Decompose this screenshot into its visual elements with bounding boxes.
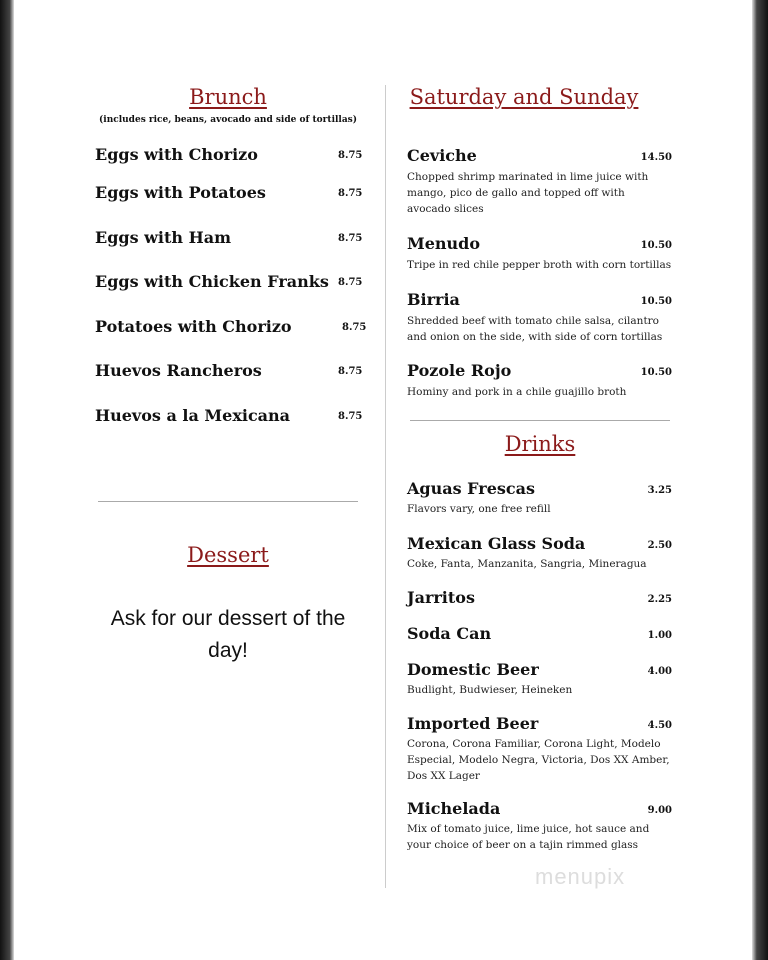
item-name: Soda Can [407, 624, 492, 643]
item-name: Eggs with Chicken Franks [95, 272, 329, 291]
item-name: Ceviche [407, 146, 477, 165]
right-border [752, 0, 768, 960]
item-price: 2.25 [647, 594, 672, 605]
item-price: 8.75 [338, 150, 363, 161]
item-description: Hominy and pork in a chile guajillo broth [407, 386, 627, 398]
item-description: avocado slices [407, 203, 484, 215]
section-divider [98, 501, 358, 502]
item-price: 8.75 [338, 188, 363, 199]
item-description: Budlight, Budwieser, Heineken [407, 684, 573, 696]
item-price: 3.25 [647, 485, 672, 496]
item-description: Especial, Modelo Negra, Victoria, Dos XX Amber, [407, 754, 670, 766]
item-description: Coke, Fanta, Manzanita, Sangria, Mineragua [407, 558, 647, 570]
item-price: 8.75 [342, 322, 367, 333]
item-description: Shredded beef with tomato chile salsa, cilantro [407, 315, 659, 327]
item-name: Birria [407, 290, 460, 309]
item-name: Huevos a la Mexicana [95, 406, 291, 425]
dessert-text: Ask for our dessert of the day! [110, 607, 346, 662]
watermark: menupix [535, 864, 626, 889]
item-name: Domestic Beer [407, 660, 539, 679]
item-price: 9.00 [647, 805, 672, 816]
item-name: Pozole Rojo [407, 361, 512, 380]
item-name: Eggs with Ham [95, 228, 232, 247]
item-description: Mix of tomato juice, lime juice, hot sauce and [407, 823, 650, 835]
item-description: Flavors vary, one free refill [407, 503, 551, 515]
item-price: 4.50 [647, 720, 672, 731]
item-price: 8.75 [338, 277, 363, 288]
item-description: and onion on the side, with side of corn tortillas [407, 331, 663, 343]
item-description: Tripe in red chile pepper broth with corn tortillas [407, 259, 672, 271]
item-name: Potatoes with Chorizo [95, 317, 292, 336]
item-name: Menudo [407, 234, 481, 253]
item-name: Eggs with Potatoes [95, 183, 266, 202]
brunch-heading: Brunch [189, 85, 267, 109]
item-price: 2.50 [647, 540, 672, 551]
weekend-heading: Saturday and Sunday [409, 85, 639, 109]
item-price: 10.50 [640, 367, 672, 378]
item-name: Eggs with Chorizo [95, 145, 258, 164]
section-divider [410, 420, 670, 421]
item-description: Dos XX Lager [407, 770, 480, 782]
item-price: 10.50 [640, 296, 672, 307]
item-description: your choice of beer on a tajin rimmed glass [407, 839, 639, 851]
item-description: Chopped shrimp marinated in lime juice with [407, 171, 649, 183]
item-name: Michelada [407, 799, 501, 818]
item-name: Mexican Glass Soda [407, 534, 586, 553]
item-name: Imported Beer [407, 714, 539, 733]
item-price: 1.00 [647, 630, 672, 641]
item-name: Aguas Frescas [407, 479, 535, 498]
item-price: 4.00 [647, 666, 672, 677]
item-description: mango, pico de gallo and topped off with [407, 187, 625, 199]
left-border [0, 0, 14, 960]
item-name: Jarritos [407, 588, 475, 607]
item-name: Huevos Rancheros [95, 361, 262, 380]
item-price: 14.50 [640, 152, 672, 163]
brunch-note: (includes rice, beans, avocado and side of tortillas) [99, 115, 357, 125]
item-price: 8.75 [338, 366, 363, 377]
dessert-heading: Dessert [187, 543, 269, 567]
item-description: Corona, Corona Familiar, Corona Light, Modelo [407, 738, 661, 750]
item-price: 8.75 [338, 233, 363, 244]
item-price: 10.50 [640, 240, 672, 251]
column-divider [385, 85, 386, 888]
item-price: 8.75 [338, 411, 363, 422]
drinks-heading: Drinks [504, 432, 576, 456]
